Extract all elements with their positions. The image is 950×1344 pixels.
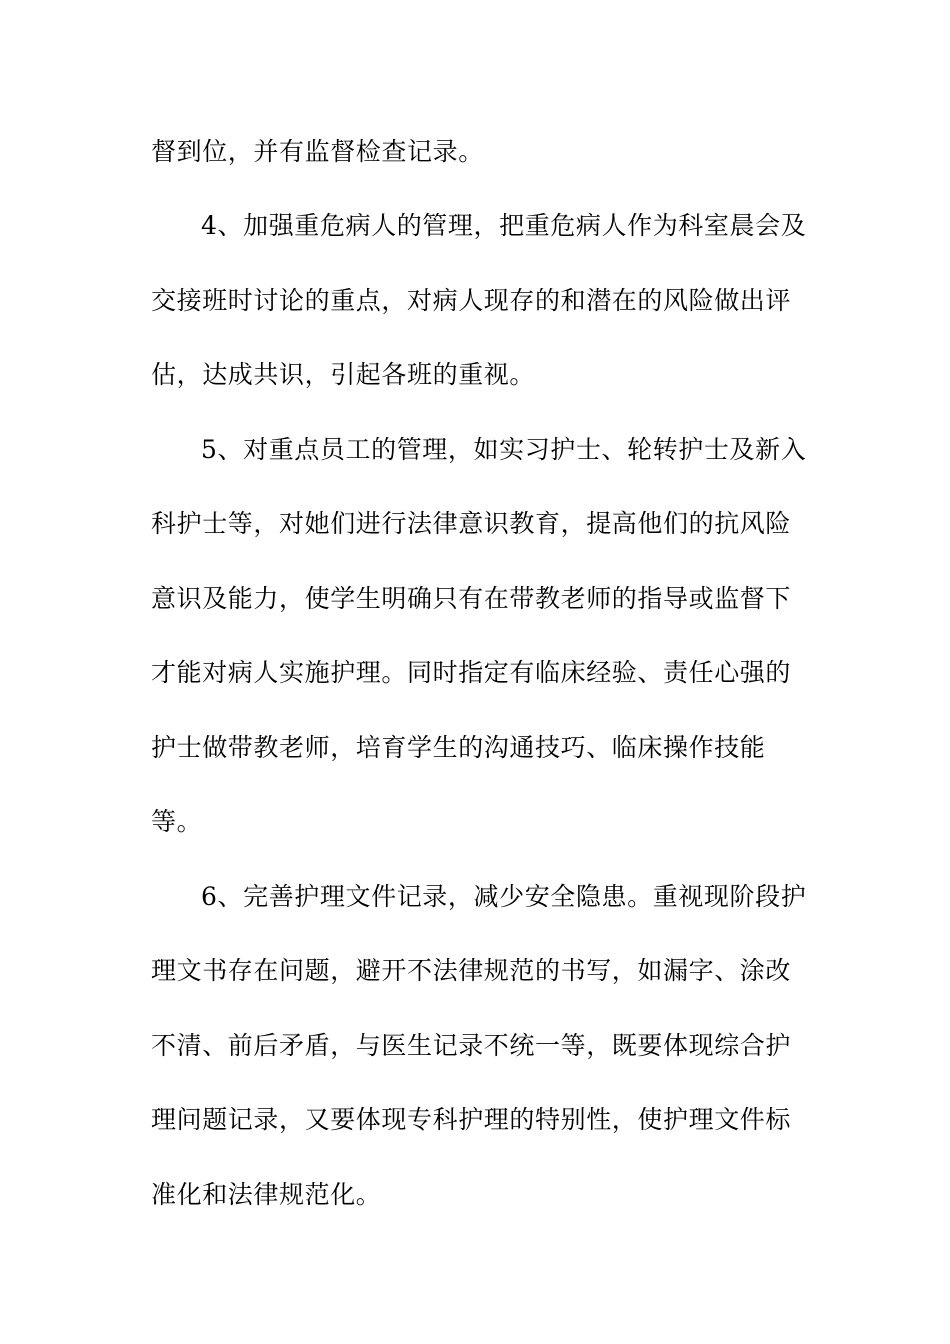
- text-line: 4、加强重危病人的管理，把重危病人作为科室晨会及: [201, 211, 807, 240]
- text-line: 督到位，并有监督检查记录。: [151, 137, 484, 166]
- text-line: 准化和法律规范化。: [151, 1180, 382, 1209]
- text-line: 6、完善护理文件记录，减少安全隐患。重视现阶段护: [201, 882, 807, 911]
- text-line: 5、对重点员工的管理，如实习护士、轮转护士及新入: [201, 435, 807, 464]
- text-line: 估，达成共识，引起各班的重视。: [151, 360, 536, 389]
- text-line: 理问题记录，又要体现专科护理的特别性，使护理文件标: [151, 1105, 792, 1134]
- text-line: 不清、前后矛盾，与医生记录不统一等，既要体现综合护: [151, 1031, 792, 1060]
- text-line: 交接班时讨论的重点，对病人现存的和潜在的风险做出评: [151, 286, 792, 315]
- text-line: 科护士等，对她们进行法律意识教育，提高他们的抗风险: [151, 509, 792, 538]
- text-line: 才能对病人实施护理。同时指定有临床经验、责任心强的: [151, 658, 792, 687]
- text-line: 护士做带教老师，培育学生的沟通技巧、临床操作技能: [151, 733, 766, 762]
- text-line: 理文书存在问题，避开不法律规范的书写，如漏字、涂改: [151, 956, 792, 985]
- text-line: 等。: [151, 807, 203, 836]
- text-line: 意识及能力，使学生明确只有在带教老师的指导或监督下: [151, 584, 792, 613]
